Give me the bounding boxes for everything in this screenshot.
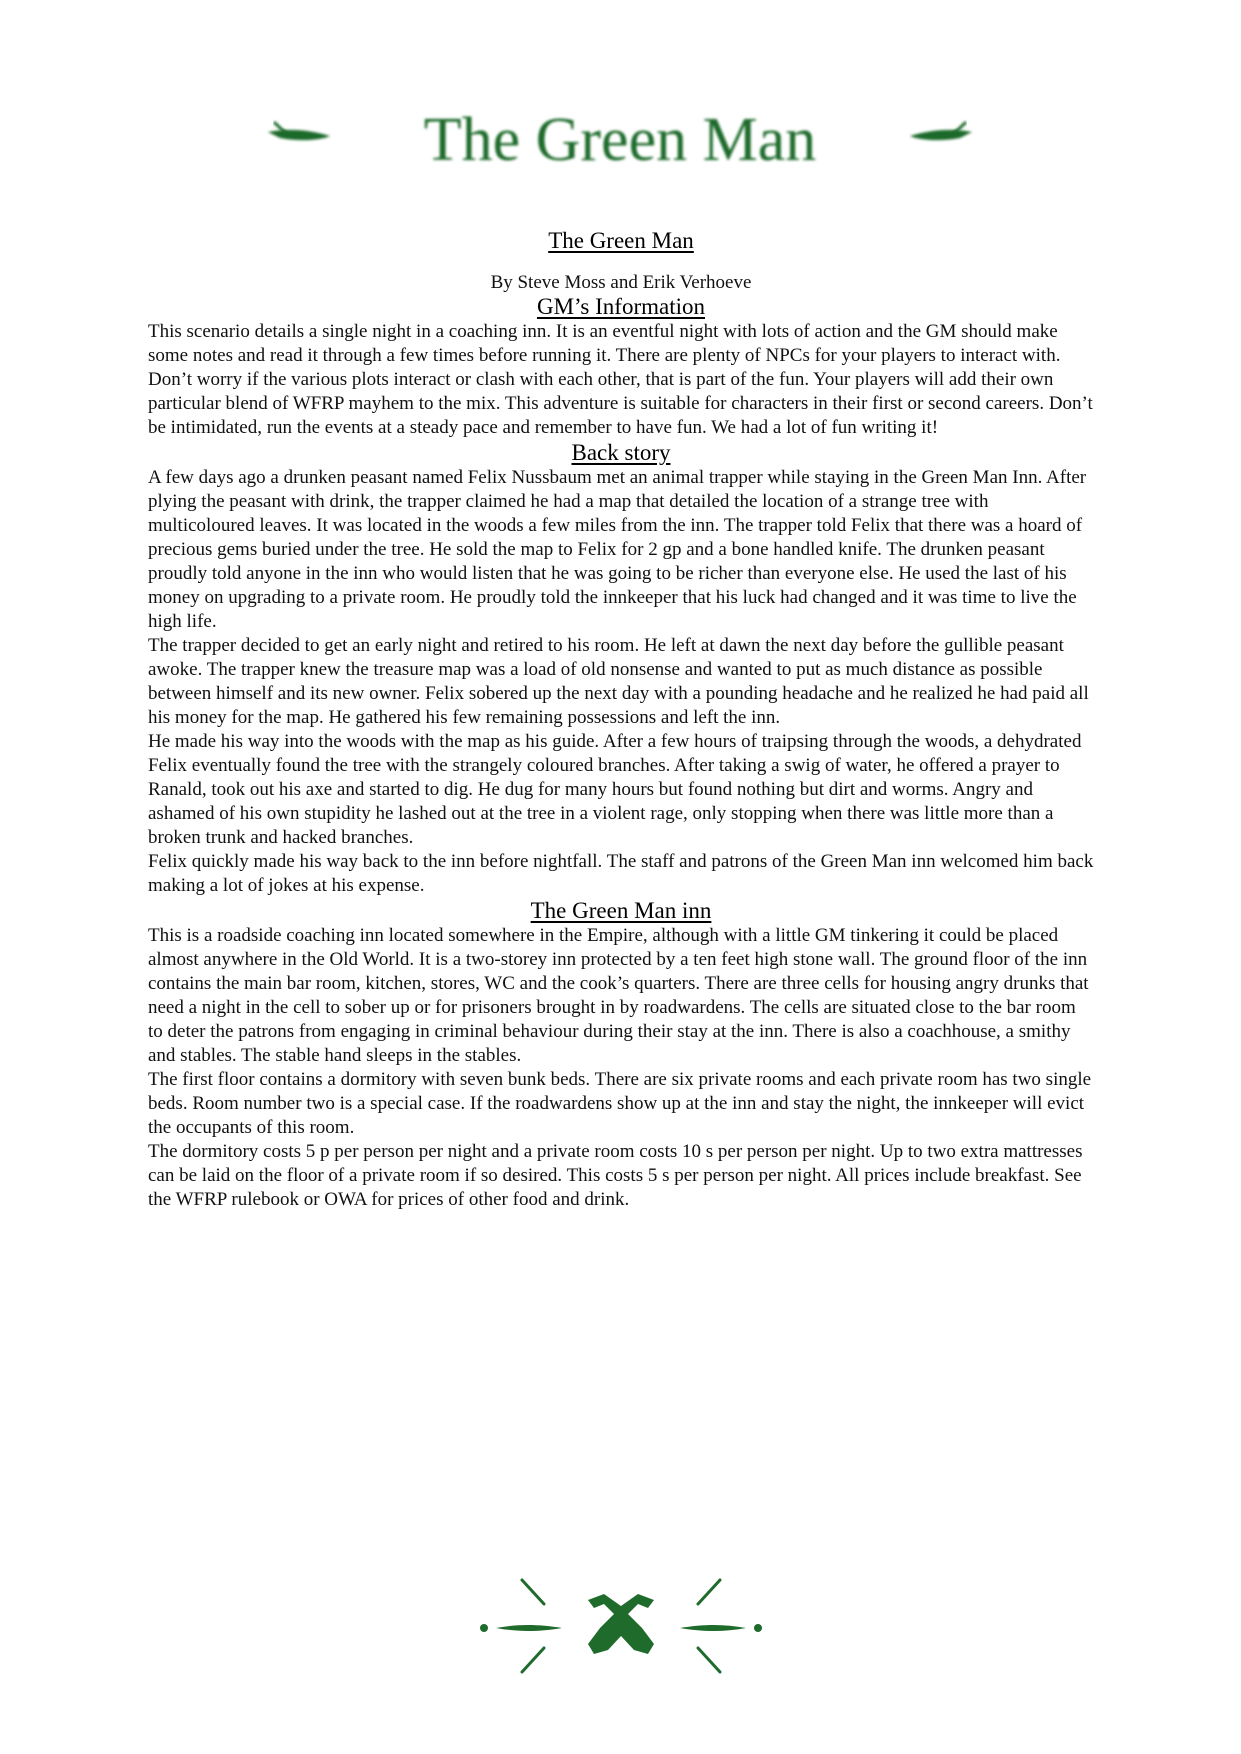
heading-green-man-inn: The Green Man inn bbox=[530, 898, 712, 923]
back-story-paragraph-2: The trapper decided to get an early night and retired to his room. He left at dawn the next day before the gullible peasant awoke. The trapper knew the treasure map was a load of old nonsense and wanted to put as much distance as possible between himself and its new owner. Felix sobered up the next day with a pounding headache and he realized he had paid all his money for the map. He gathered his few remaining possessions and left the inn. bbox=[148, 635, 1089, 728]
heading-gm-information: GM’s Information bbox=[536, 294, 705, 319]
back-story-paragraph-3: He made his way into the woods with the map as his guide. After a few hours of traipsing through the woods, a dehydrated Felix eventually found the tree with the strangely coloured branches. After taking a swig of water, he offered a prayer to Ranald, took out his axe and started to dig. He dug for many hours but found nothing but dirt and worms. Angry and ashamed of his own stupidity he lashed out at the tree in a violent rage, only stopping when there was little more than a broken trunk and hacked branches. bbox=[148, 731, 1082, 848]
document-title: The Green Man bbox=[548, 228, 694, 253]
inn-paragraph-1: This is a roadside coaching inn located somewhere in the Empire, although with a little GM tinkering it could be placed almost anywhere in the Old World. It is a two-storey inn protected by a ten feet high stone wall. The ground floor of the inn contains the main bar room, kitchen, stores, WC and the cook’s quarters. There are three cells for housing angry drunks that need a night in the cell to sober up or for prisoners brought in by roadwardens. The cells are situated close to the bar room to deter the patrons from engaging in criminal behaviour during their stay at the inn. There is also a coachhouse, a smithy and stables. The stable hand sleeps in the stables. bbox=[148, 925, 1089, 1066]
title-banner-graphic bbox=[260, 110, 980, 200]
banner-title: The Green Man bbox=[423, 110, 817, 174]
heading-back-story: Back story bbox=[571, 440, 671, 465]
back-story-paragraph-4: Felix quickly made his way back to the inn before nightfall. The staff and patrons of the Green Man inn welcomed him back making a lot of jokes at his expense. bbox=[148, 851, 1094, 896]
main-content bbox=[148, 228, 1094, 1212]
title-banner bbox=[260, 110, 980, 200]
rune-ornament-graphic bbox=[478, 1568, 764, 1680]
byline: By Steve Moss and Erik Verhoeve bbox=[490, 272, 752, 293]
inn-paragraph-3: The dormitory costs 5 p per person per night and a private room costs 10 s per person per night. Up to two extra mattresses can be laid on the floor of a private room if so desired. This costs 5 s per person per night. All prices include breakfast. See the WFRP rulebook or OWA for prices of other food and drink. bbox=[148, 1141, 1083, 1210]
green-rune-ornament-icon bbox=[478, 1568, 764, 1680]
gm-info-paragraph: This scenario details a single night in a coaching inn. It is an eventful night with lots of action and the GM should make some notes and read it through a few times before running it. There are plenty of NPCs for your players to interact with. Don’t worry if the various plots interact or clash with each other, that is part of the fun. Your players will add their own particular blend of WFRP mayhem to the mix. This adventure is suitable for characters in their first or second careers. Don’t be intimidated, run the events at a steady pace and remember to have fun. We had a lot of fun writing it! bbox=[148, 321, 1093, 438]
left-leaf-icon bbox=[268, 130, 330, 140]
right-leaf-icon bbox=[910, 130, 972, 140]
inn-paragraph-2: The first floor contains a dormitory with seven bunk beds. There are six private rooms and each private room has two single beds. Room number two is a special case. If the roadwardens show up at the inn and stay the night, the innkeeper will evict the occupants of this room. bbox=[148, 1069, 1092, 1138]
back-story-paragraph-1: A few days ago a drunken peasant named Felix Nussbaum met an animal trapper while staying in the Green Man Inn. After plying the peasant with drink, the trapper claimed he had a map that detailed the location of a strange tree with multicoloured leaves. It was located in the woods a few miles from the inn. The trapper told Felix that there was a hoard of precious gems buried under the tree. He sold the map to Felix for 2 gp and a bone handled knife. The drunken peasant proudly told anyone in the inn who would listen that he was going to be richer than everyone else. He used the last of his money on upgrading to a private room. He proudly told the innkeeper that his luck had changed and it was time to live the high life. bbox=[148, 467, 1087, 632]
